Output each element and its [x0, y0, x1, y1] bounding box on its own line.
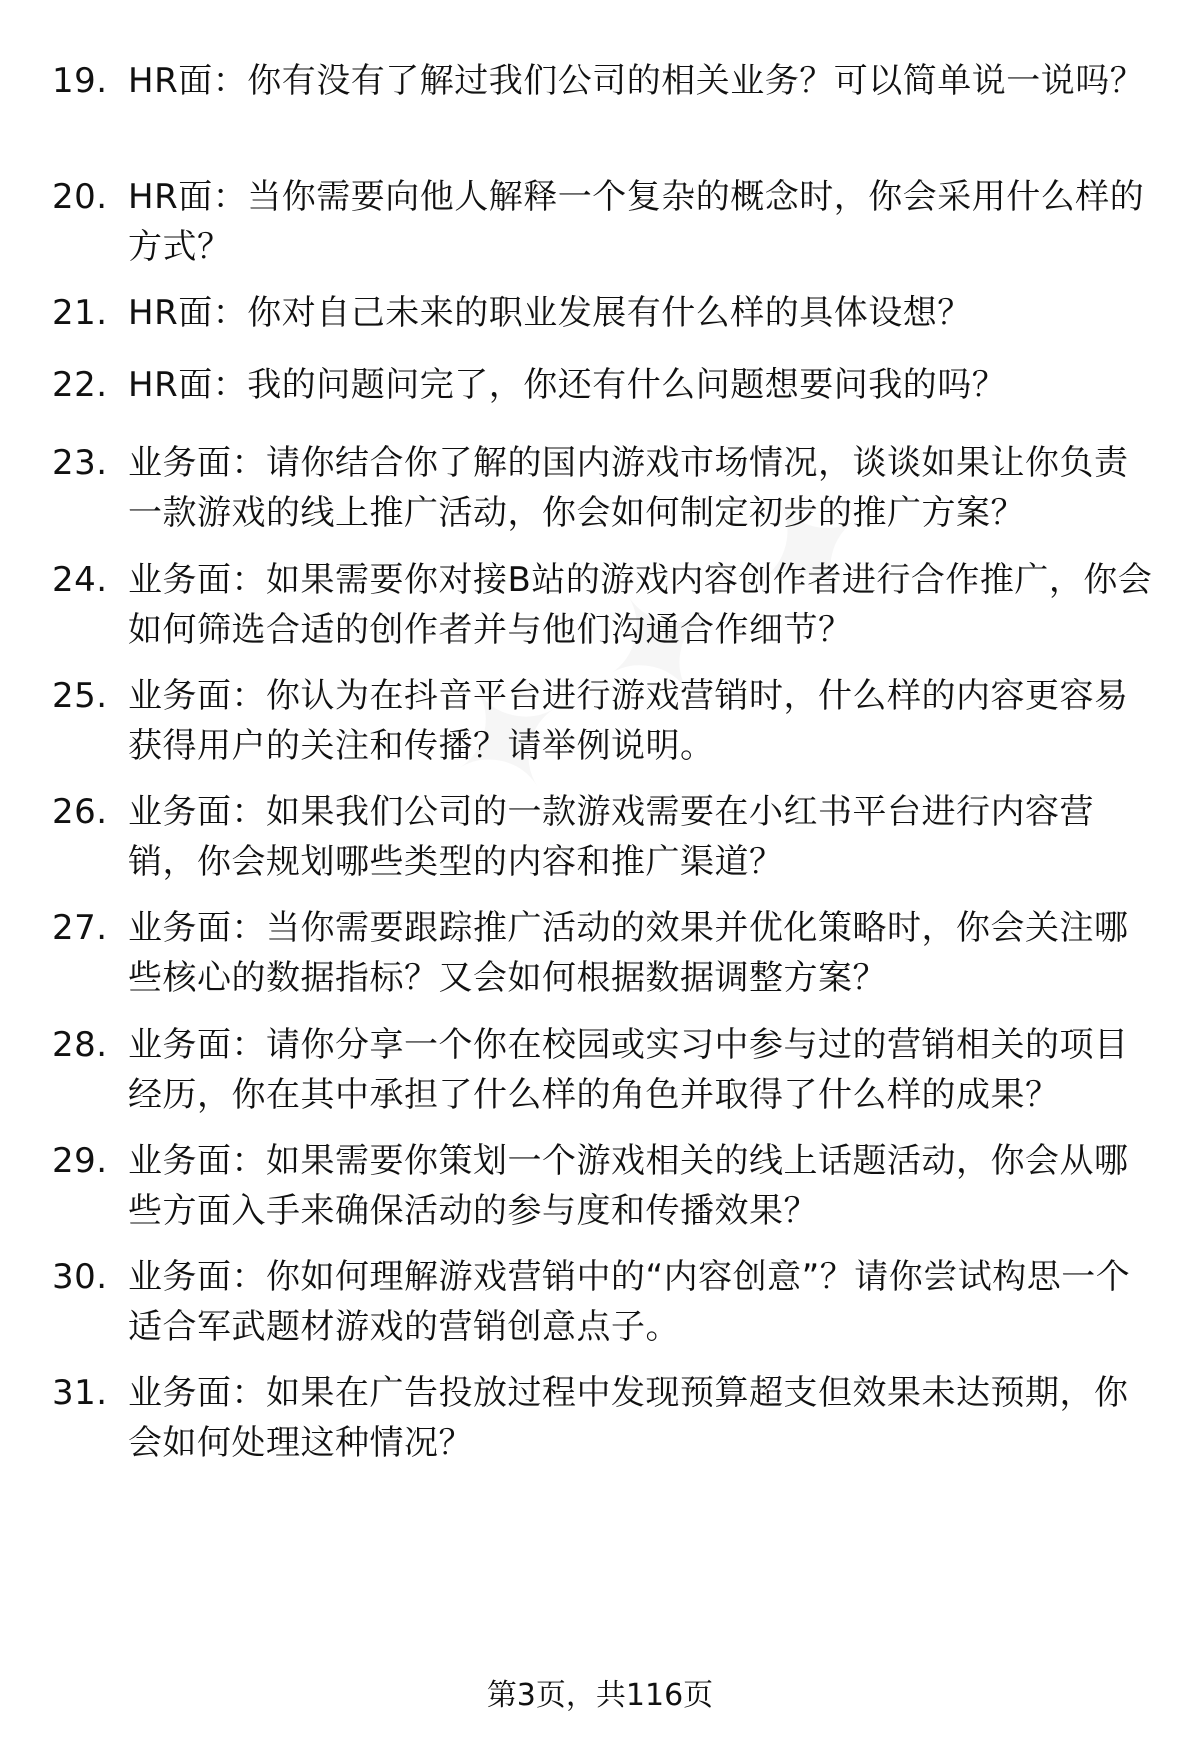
question-text: HR面：你对自己未来的职业发展有什么样的具体设想？ — [128, 293, 972, 333]
question-number: 29. — [52, 1141, 108, 1181]
question-number: 24. — [52, 560, 108, 600]
question-number: 31. — [52, 1373, 108, 1413]
question-text: 业务面：你认为在抖音平台进行游戏营销时，什么样的内容更容易获得用户的关注和传播？请举例说明。 — [128, 676, 1129, 766]
page-indicator: 第3页，共116页 — [486, 1678, 714, 1713]
question-number: 25. — [52, 676, 108, 716]
question-number: 19. — [52, 61, 108, 101]
question-number: 27. — [52, 908, 108, 948]
question-text: HR面：你有没有了解过我们公司的相关业务？可以简单说一说吗？ — [128, 61, 1145, 101]
question-number: 22. — [52, 365, 108, 405]
question-text: 业务面：如果需要你策划一个游戏相关的线上话题活动，你会从哪些方面入手来确保活动的参与度和传播效果？ — [128, 1141, 1129, 1231]
question-number: 20. — [52, 177, 108, 217]
question-number: 30. — [52, 1257, 108, 1297]
question-number: 21. — [52, 293, 108, 333]
question-text: 业务面：如果我们公司的一款游戏需要在小红书平台进行内容营销，你会规划哪些类型的内容和推广渠道？ — [128, 792, 1094, 882]
question-text: 业务面：当你需要跟踪推广活动的效果并优化策略时，你会关注哪些核心的数据指标？又会如何根据数据调整方案？ — [128, 908, 1129, 998]
question-number: 26. — [52, 792, 108, 832]
question-text: 业务面：如果在广告投放过程中发现预算超支但效果未达预期，你会如何处理这种情况？ — [128, 1373, 1129, 1463]
question-number: 23. — [52, 443, 108, 483]
question-text: HR面：当你需要向他人解释一个复杂的概念时，你会采用什么样的方式？ — [128, 177, 1145, 267]
question-text: 业务面：请你结合你了解的国内游戏市场情况，谈谈如果让你负责一款游戏的线上推广活动，你会如何制定初步的推广方案？ — [128, 443, 1129, 533]
question-text: HR面：我的问题问完了，你还有什么问题想要问我的吗？ — [128, 365, 1007, 405]
question-text: 业务面：如果需要你对接B站的游戏内容创作者进行合作推广，你会如何筛选合适的创作者并与他们沟通合作细节？ — [128, 560, 1153, 650]
question-text: 业务面：你如何理解游戏营销中的“内容创意”？请你尝试构思一个适合军武题材游戏的营销创意点子。 — [128, 1257, 1131, 1347]
question-text: 业务面：请你分享一个你在校园或实习中参与过的营销相关的项目经历，你在其中承担了什么样的角色并取得了什么样的成果？ — [128, 1025, 1129, 1115]
question-number: 28. — [52, 1025, 108, 1065]
